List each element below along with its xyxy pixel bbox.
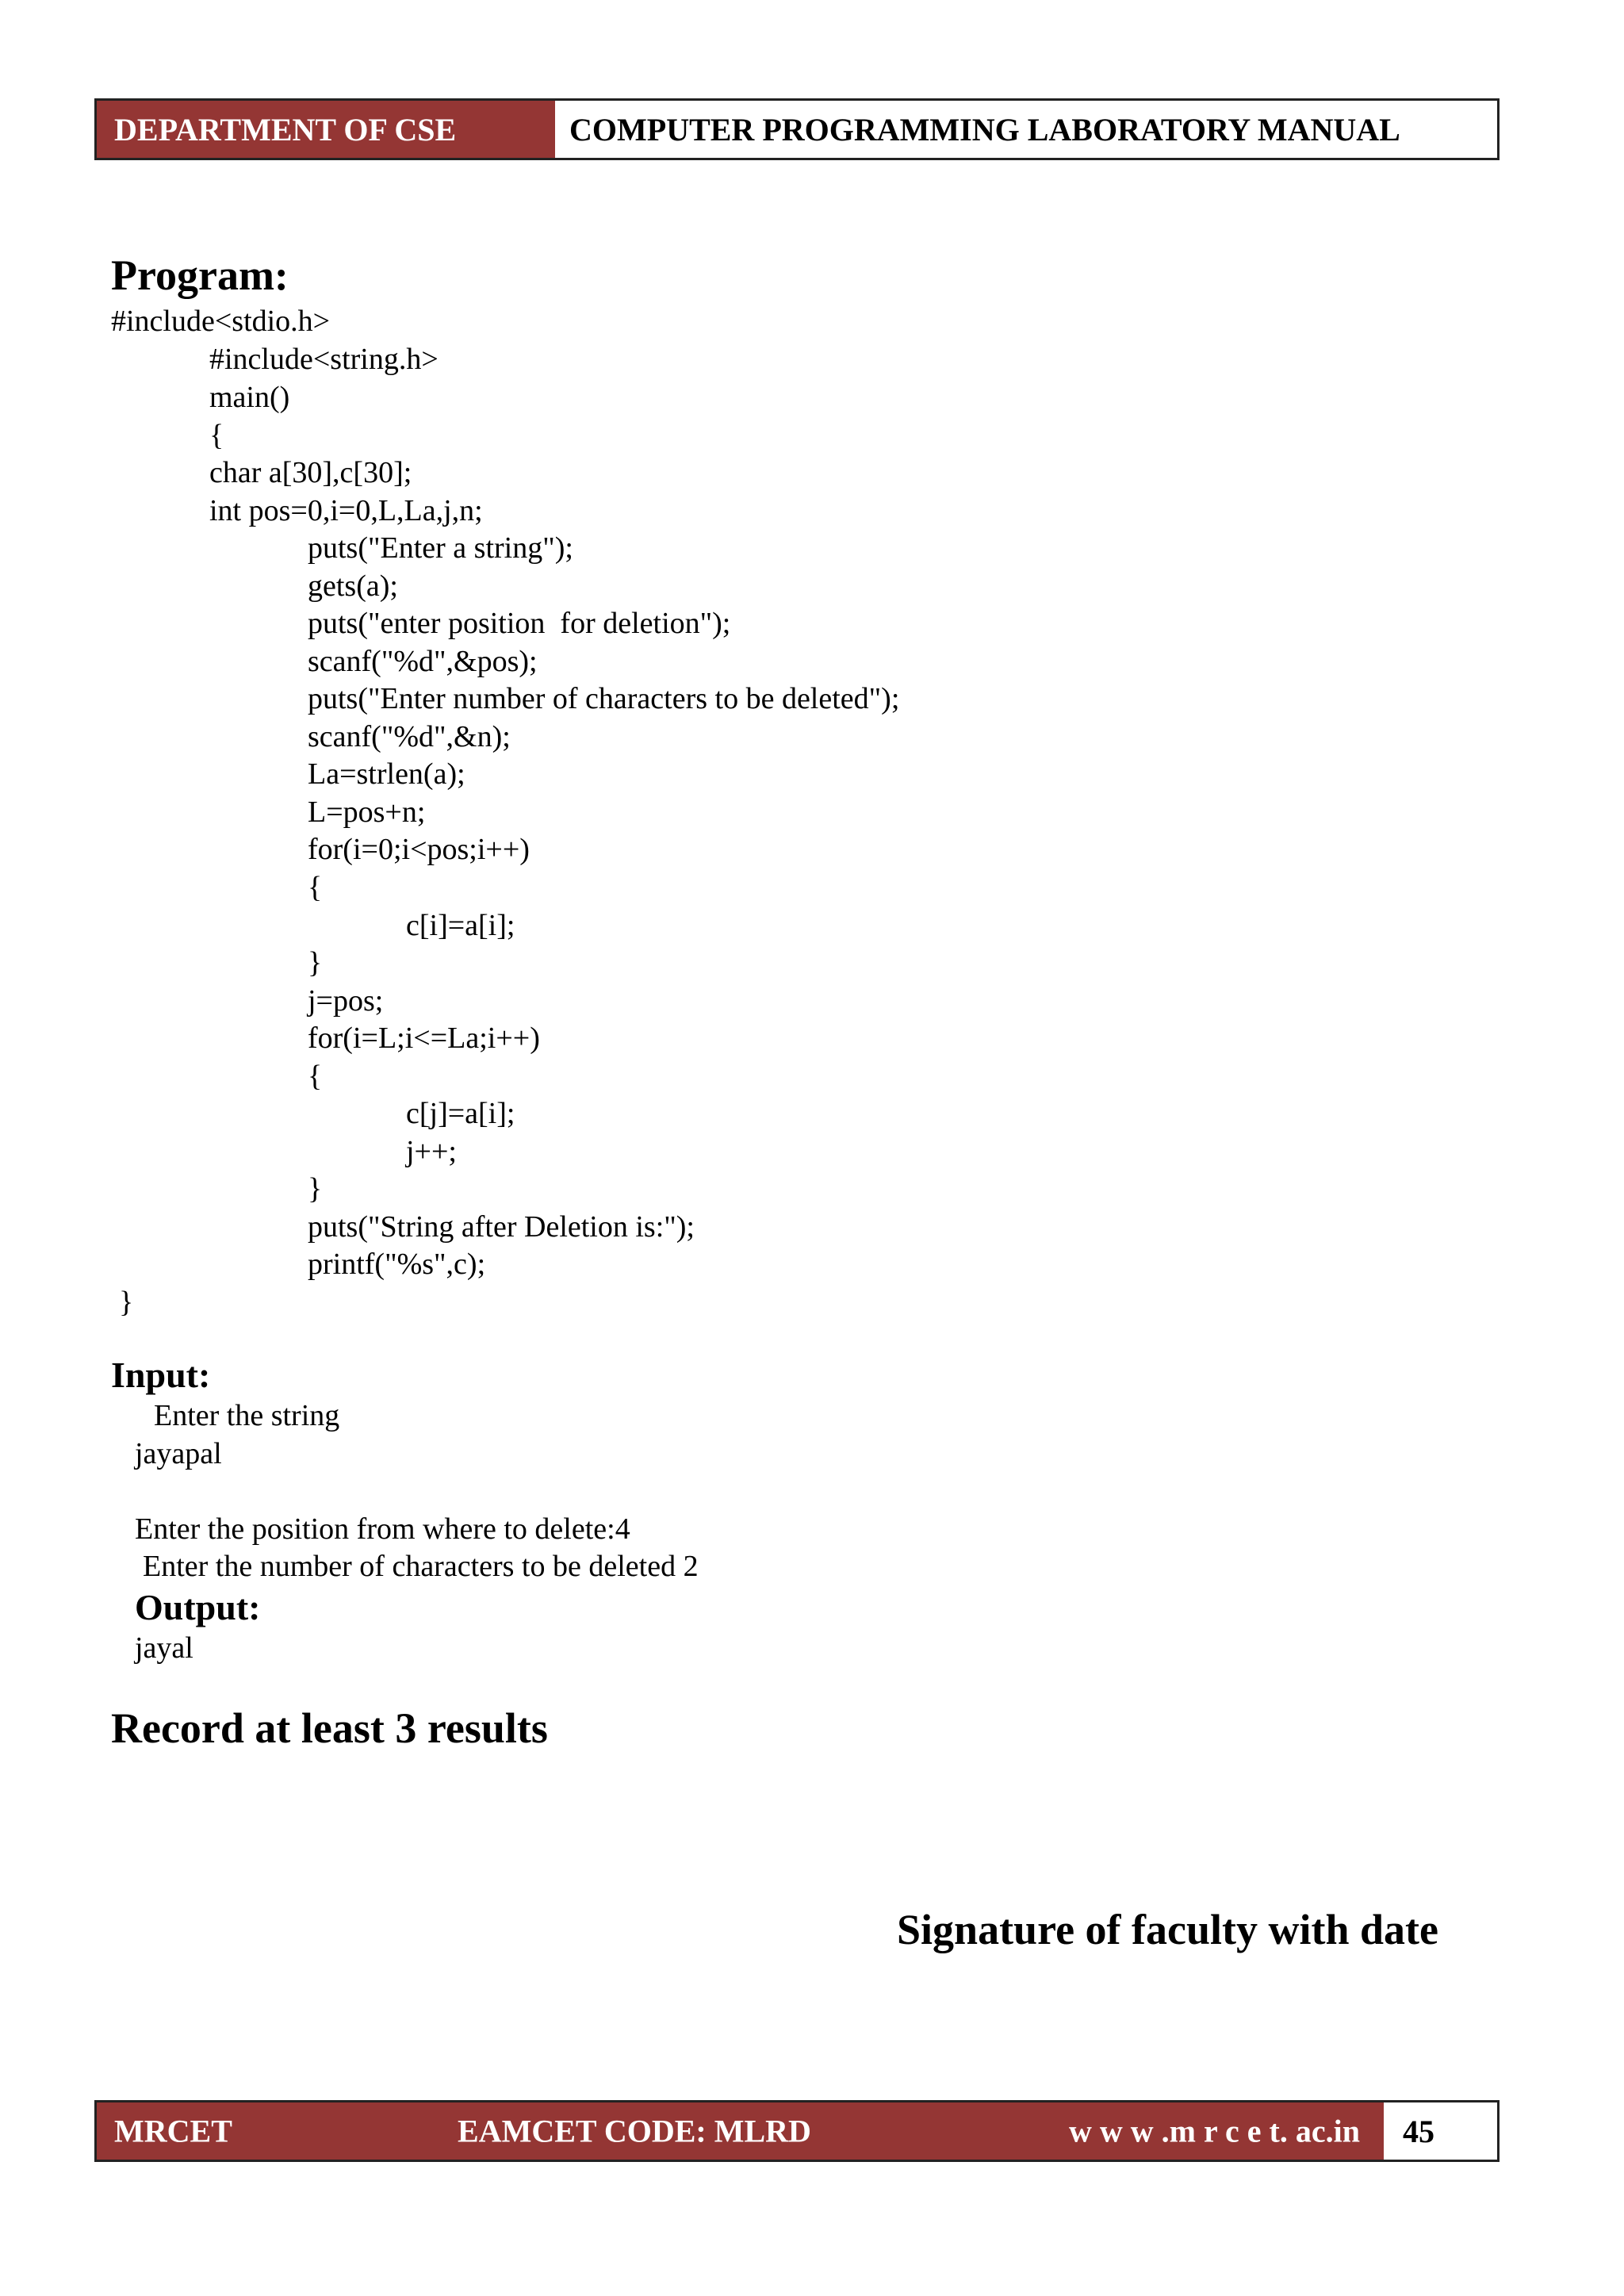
- footer-website: w w w .m r c e t. ac.in: [1069, 2113, 1360, 2149]
- code-line: c[i]=a[i];: [406, 909, 515, 942]
- code-line: int pos=0,i=0,L,La,j,n;: [209, 494, 483, 527]
- page-number: 45: [1403, 2113, 1434, 2149]
- code-line: L=pos+n;: [308, 795, 426, 829]
- code-line: puts("String after Deletion is:");: [308, 1210, 695, 1244]
- code-line: scanf("%d",&pos);: [308, 645, 538, 678]
- code-line: printf("%s",c);: [308, 1248, 486, 1281]
- department-label: DEPARTMENT OF CSE: [97, 101, 555, 158]
- input-line: Enter the string: [154, 1399, 340, 1432]
- code-line: #include<stdio.h>: [111, 305, 331, 338]
- code-line: char a[30],c[30];: [209, 456, 412, 489]
- input-line: Enter the position from where to delete:4: [135, 1512, 630, 1546]
- code-line: gets(a);: [308, 569, 398, 603]
- code-line: scanf("%d",&n);: [308, 720, 511, 753]
- input-heading: Input:: [111, 1355, 211, 1395]
- code-line: {: [209, 419, 224, 452]
- code-line: {: [308, 871, 323, 904]
- code-line: }: [119, 1286, 134, 1319]
- code-line: puts("Enter number of characters to be deleted");: [308, 682, 900, 715]
- code-line: {: [308, 1060, 323, 1093]
- page-header: [94, 98, 1500, 160]
- code-line: }: [308, 946, 323, 979]
- output-line: jayal: [135, 1631, 193, 1665]
- code-line: main(): [209, 381, 290, 414]
- signature-note: Signature of faculty with date: [897, 1906, 1438, 1953]
- input-line: jayapal: [135, 1437, 222, 1470]
- manual-title: COMPUTER PROGRAMMING LABORATORY MANUAL: [569, 111, 1400, 148]
- code-line: La=strlen(a);: [308, 757, 465, 791]
- program-heading: Program:: [111, 251, 289, 299]
- code-line: #include<string.h>: [209, 343, 439, 376]
- page-footer: [94, 2100, 1500, 2162]
- code-line: for(i=L;i<=La;i++): [308, 1022, 540, 1055]
- code-line: j=pos;: [308, 984, 384, 1018]
- record-note: Record at least 3 results: [111, 1704, 548, 1752]
- code-line: }: [308, 1172, 323, 1205]
- input-line: Enter the number of characters to be deleted 2: [143, 1550, 699, 1583]
- output-heading: Output:: [135, 1587, 261, 1627]
- footer-eamcet-code: EAMCET CODE: MLRD: [458, 2113, 811, 2149]
- footer-institute: MRCET: [114, 2113, 232, 2149]
- code-line: c[j]=a[i];: [406, 1097, 515, 1130]
- code-line: puts("enter position for deletion");: [308, 607, 731, 640]
- footer-bar: [97, 2102, 1384, 2160]
- code-line: puts("Enter a string");: [308, 531, 573, 565]
- code-line: for(i=0;i<pos;i++): [308, 833, 530, 866]
- code-line: j++;: [406, 1135, 457, 1168]
